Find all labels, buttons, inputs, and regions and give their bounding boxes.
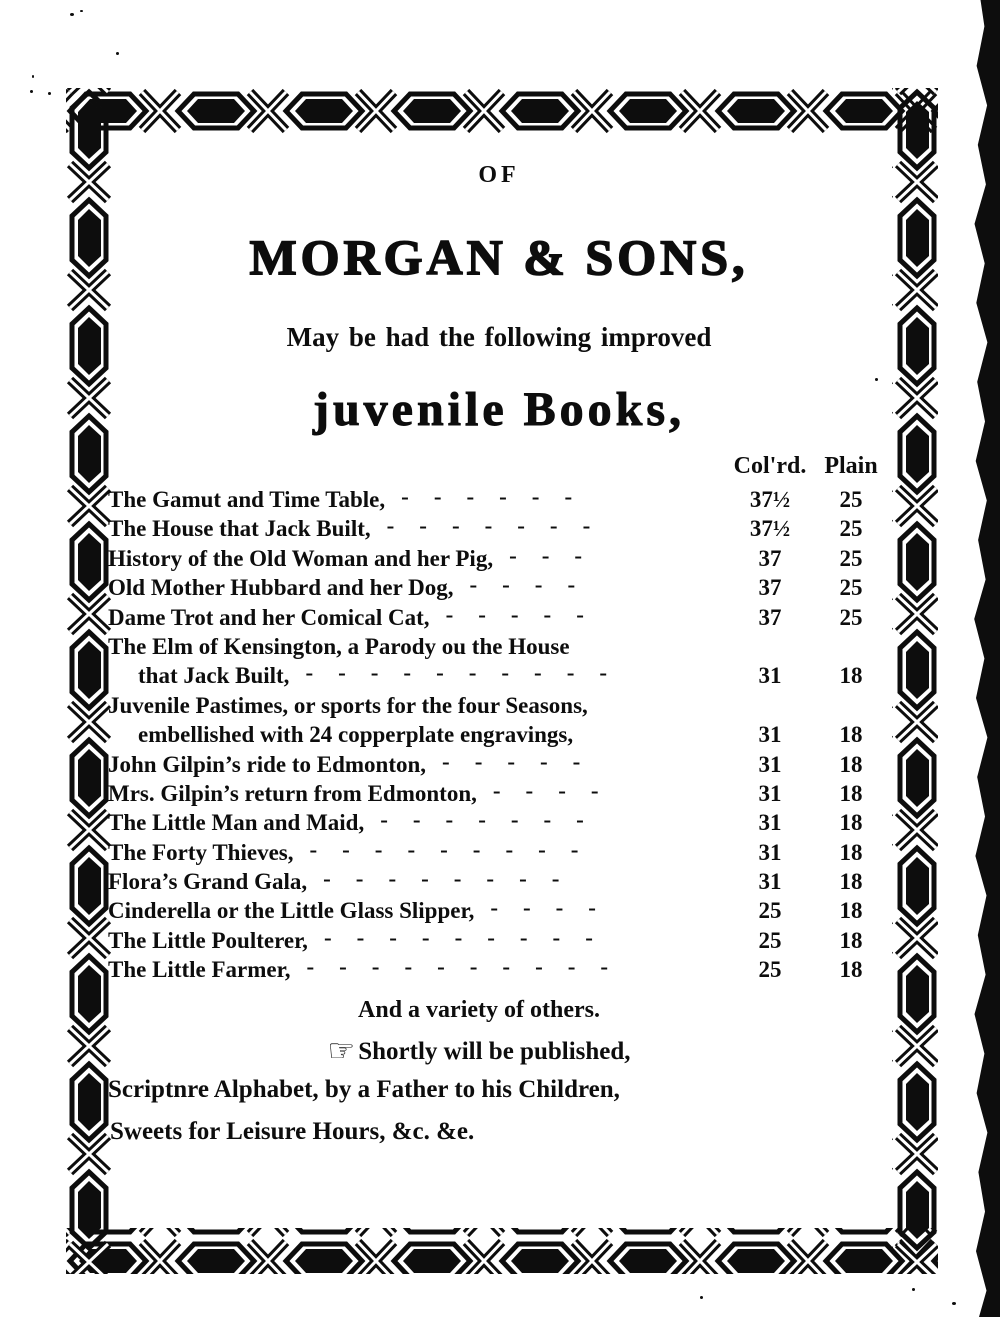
dot-leader: ------ xyxy=(401,484,598,509)
price-plain: 25 xyxy=(839,487,863,512)
book-row xyxy=(108,777,890,810)
header-spacer xyxy=(108,453,728,480)
announcement-sweets-leisure: Sweets for Leisure Hours, &c. &e. xyxy=(110,1118,475,1145)
book-row xyxy=(108,572,890,604)
book-row xyxy=(108,924,890,957)
book-title: Mrs. Gilpin’s return from Edmonton, xyxy=(108,780,477,806)
publisher-title: MORGAN & SONS, xyxy=(249,229,749,285)
price-plain: 18 xyxy=(839,927,863,953)
scan-speckle xyxy=(80,10,83,12)
book-title: History of the Old Woman and her Pig, xyxy=(108,545,494,571)
dot-leader: --------- xyxy=(323,924,618,950)
dot-leader: ---- xyxy=(469,572,601,598)
book-title: Cinderella or the Little Glass Slipper, xyxy=(108,898,475,924)
price-column-headers xyxy=(108,453,890,480)
dot-leader: --------- xyxy=(309,836,604,862)
book-title: The House that Jack Built, xyxy=(108,516,371,542)
price-plain: 18 xyxy=(839,722,863,748)
price-plain: 18 xyxy=(839,780,863,806)
price-colored: 31 xyxy=(758,663,782,689)
price-colored: 37½ xyxy=(749,487,791,512)
price-colored: 31 xyxy=(758,839,782,865)
scan-speckle xyxy=(30,90,33,93)
price-colored: 31 xyxy=(758,810,782,836)
price-plain: 25 xyxy=(839,545,863,571)
book-title: The Forty Thieves, xyxy=(108,839,294,865)
book-title-continued: that Jack Built, xyxy=(138,663,290,689)
price-colored: 37 xyxy=(758,604,782,630)
column-header-colored: Col'rd. xyxy=(733,453,807,479)
price-colored: 31 xyxy=(758,780,782,806)
price-plain: 18 xyxy=(839,810,863,836)
price-colored: 25 xyxy=(758,898,782,924)
footer-centered-block xyxy=(108,997,850,1067)
dot-leader: --- xyxy=(509,542,608,568)
book-title: Juvenile Pastimes, or sports for the four Seasons, xyxy=(108,692,588,718)
price-colored: 37½ xyxy=(749,516,791,542)
dot-leader: -------- xyxy=(323,866,585,892)
book-row-continued xyxy=(108,722,890,751)
price-plain: 25 xyxy=(839,575,863,601)
announcement-scripture-alphabet: Scriptnre Alphabet, by a Father to his Children, xyxy=(108,1076,620,1103)
book-list xyxy=(108,484,890,987)
book-title: The Gamut and Time Table, xyxy=(108,487,386,512)
book-title: The Little Farmer, xyxy=(108,957,291,983)
scan-speckle xyxy=(70,13,74,16)
price-colored: 31 xyxy=(758,751,782,777)
price-plain: 18 xyxy=(839,751,863,777)
book-title: Flora’s Grand Gala, xyxy=(108,869,308,895)
scan-speckle xyxy=(952,1302,956,1305)
of-label: OF xyxy=(478,162,520,188)
price-colored: 37 xyxy=(758,545,782,571)
books-heading: juvenile Books, xyxy=(312,383,686,436)
book-row xyxy=(108,895,890,927)
book-title-continued: embellished with 24 copperplate engravings, xyxy=(138,722,574,748)
price-plain: 18 xyxy=(839,898,863,924)
scan-speckle xyxy=(32,75,34,78)
book-row-continued xyxy=(108,660,890,692)
book-title: The Little Man and Maid, xyxy=(108,810,365,836)
price-plain: 18 xyxy=(839,957,863,983)
variety-line: And a variety of others. xyxy=(358,997,600,1023)
price-colored: 31 xyxy=(758,722,782,748)
price-plain: 18 xyxy=(839,663,863,689)
scan-speckle xyxy=(48,92,51,95)
book-row xyxy=(108,601,890,634)
book-title: Old Mother Hubbard and her Dog, xyxy=(108,575,454,601)
dot-leader: ---------- xyxy=(305,660,633,686)
manicule-pointer-icon: ☞ xyxy=(327,1033,356,1069)
dot-leader: ----- xyxy=(442,748,606,774)
subtitle-line: May be had the following improved xyxy=(286,322,712,352)
price-colored: 25 xyxy=(758,927,782,953)
book-title: Dame Trot and her Comical Cat, xyxy=(108,604,430,630)
book-row xyxy=(108,484,890,516)
book-row xyxy=(108,542,890,575)
scan-speckle xyxy=(912,1288,915,1291)
book-title: The Elm of Kensington, a Parody ou the House xyxy=(108,633,570,659)
column-header-plain: Plain xyxy=(824,453,878,479)
advertisement-content xyxy=(108,0,890,1317)
book-row xyxy=(108,634,890,663)
price-plain: 18 xyxy=(839,869,863,895)
book-row xyxy=(108,954,890,986)
shortly-text: Shortly will be published, xyxy=(358,1038,631,1065)
book-row xyxy=(108,866,890,898)
dot-leader: ------- xyxy=(380,807,609,833)
book-row xyxy=(108,693,890,722)
book-title: John Gilpin’s ride to Edmonton, xyxy=(108,751,427,777)
price-plain: 25 xyxy=(839,604,863,630)
book-row xyxy=(108,836,890,869)
dot-leader: ------- xyxy=(386,513,616,539)
page-edge-shadow xyxy=(970,0,1000,1317)
book-row xyxy=(108,513,890,545)
book-title: The Little Poulterer, xyxy=(108,927,308,953)
price-colored: 25 xyxy=(758,957,782,983)
book-row xyxy=(108,807,890,839)
dot-leader: ----- xyxy=(445,601,609,627)
price-colored: 37 xyxy=(758,575,782,601)
dot-leader: ---- xyxy=(492,777,624,803)
dot-leader: ---------- xyxy=(306,954,634,980)
price-colored: 31 xyxy=(758,869,782,895)
price-plain: 25 xyxy=(839,516,863,542)
shortly-line xyxy=(108,1031,850,1067)
book-row xyxy=(108,748,890,781)
price-plain: 18 xyxy=(839,839,863,865)
dot-leader: ---- xyxy=(490,895,621,921)
